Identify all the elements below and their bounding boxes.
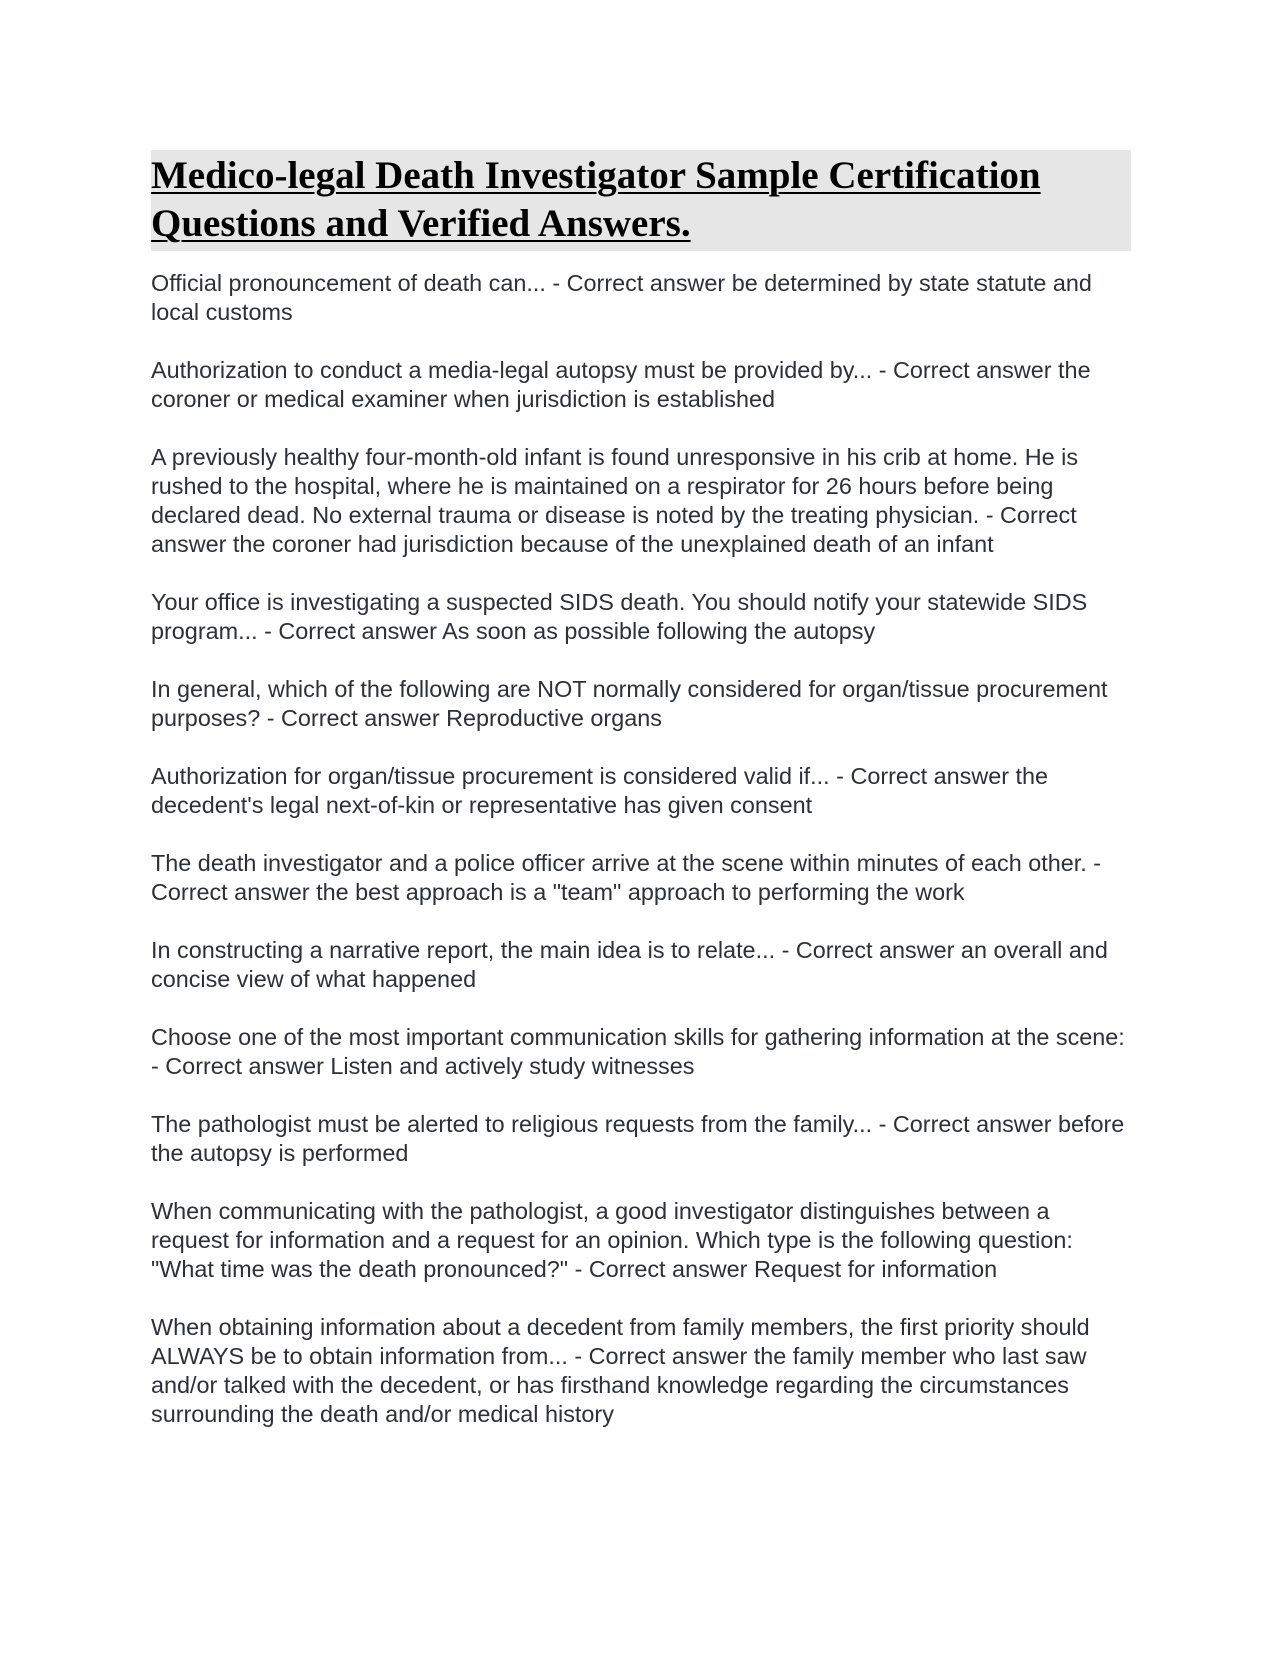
title-highlight (151, 150, 1131, 251)
document-body (151, 150, 1131, 1458)
qa-item: When communicating with the pathologist, a good investigator distinguishes between a request for information and a request for an opinion. Which type is the following question: "What time was the death pronounced?" - Correct answer Request for information (151, 1198, 1073, 1282)
qa-item: Your office is investigating a suspected SIDS death. You should notify your statewide SIDS program... - Correct answer As soon as possible following the autopsy (151, 589, 1088, 644)
qa-item: Choose one of the most important communication skills for gathering information at the scene: - Correct answer Listen and actively study witnesses (151, 1024, 1125, 1079)
qa-item: A previously healthy four-month-old infant is found unresponsive in his crib at home. He is rushed to the hospital, where he is maintained on a respirator for 26 hours before being declared dead. No external trauma or disease is noted by the treating physician. - Correct answer the coroner had jurisdiction because of the unexplained death of an infant (151, 444, 1079, 557)
qa-item: Authorization to conduct a media-legal autopsy must be provided by... - Correct answer the coroner or medical examiner when jurisdiction is established (151, 357, 1091, 412)
qa-item: The pathologist must be alerted to religious requests from the family... - Correct answer before the autopsy is performed (151, 1111, 1125, 1166)
qa-item: Official pronouncement of death can... - Correct answer be determined by state statute and local customs (151, 270, 1092, 325)
qa-item: When obtaining information about a decedent from family members, the first priority should ALWAYS be to obtain information from... - Correct answer the family member who last saw and/or talked with the decedent, or has firsthand knowledge regarding the circumstances surrounding the death and/or medical history (151, 1314, 1090, 1427)
qa-item: Authorization for organ/tissue procurement is considered valid if... - Correct answer the decedent's legal next-of-kin or representative has given consent (151, 763, 1049, 818)
qa-list (151, 269, 1131, 1429)
document-title: Medico-legal Death Investigator Sample Certification Questions and Verified Answers. (151, 154, 1041, 245)
qa-item: In constructing a narrative report, the main idea is to relate... - Correct answer an overall and concise view of what happened (151, 937, 1108, 992)
qa-item: In general, which of the following are NOT normally considered for organ/tissue procurement purposes? - Correct answer Reproductive organs (151, 676, 1108, 731)
qa-item: The death investigator and a police officer arrive at the scene within minutes of each other. - Correct answer the best approach is a "team" approach to performing the work (151, 850, 1102, 905)
